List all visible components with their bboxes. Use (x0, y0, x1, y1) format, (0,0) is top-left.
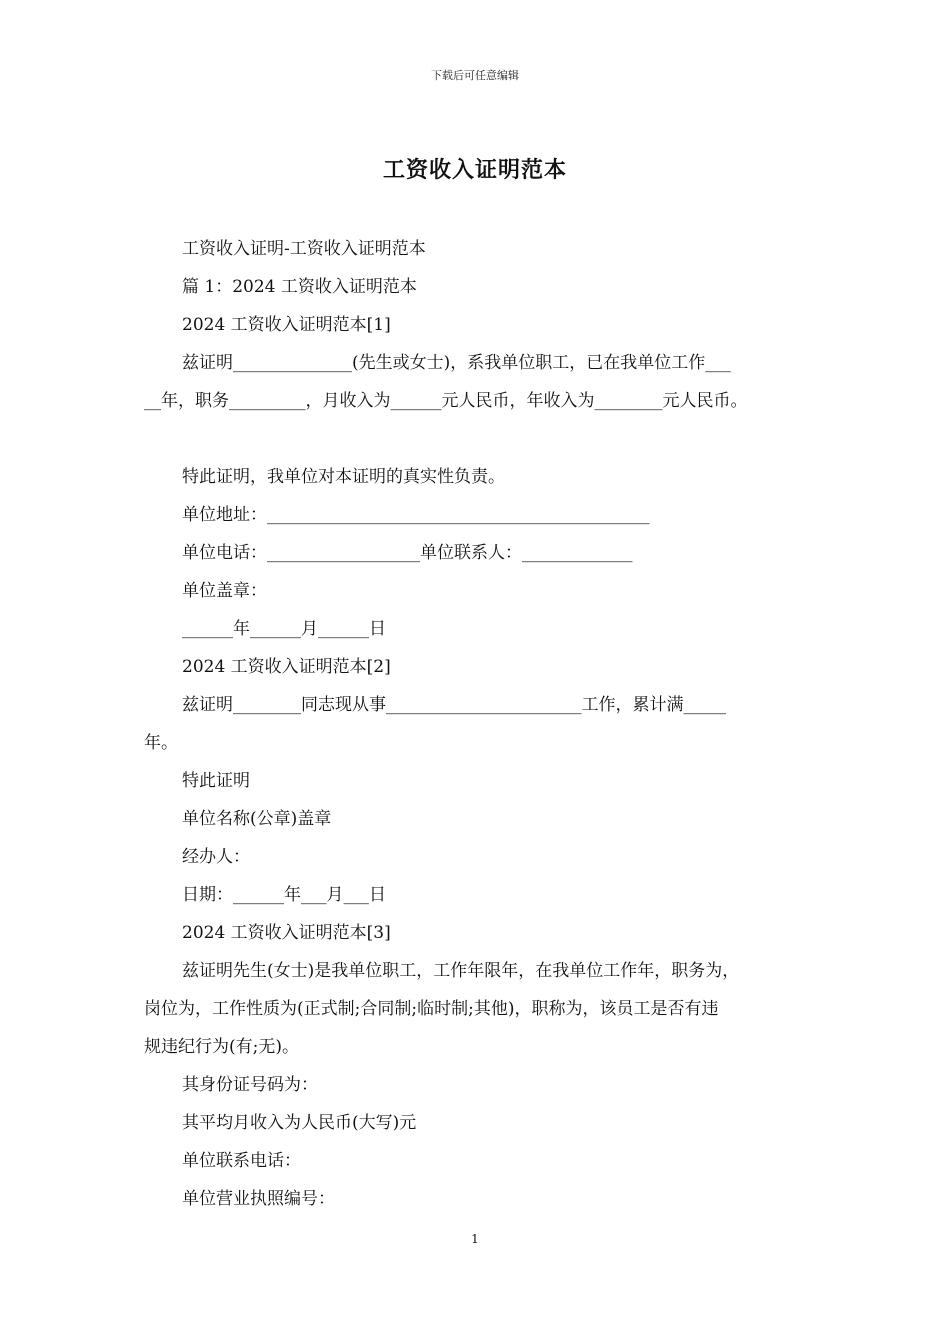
seal-field: 单位盖章： (182, 581, 267, 601)
paragraph: 特此证明 (182, 771, 250, 791)
paragraph: 岗位为，工作性质为(正式制;合同制;临时制;其他)，职称为，该员工是否有违 (144, 999, 719, 1019)
paragraph: 规违纪行为(有;无)。 (144, 1037, 299, 1057)
paragraph: 单位营业执照编号： (182, 1189, 335, 1209)
paragraph: 工资收入证明-工资收入证明范本 (182, 239, 426, 259)
paragraph: 其身份证号码为： (182, 1075, 318, 1095)
document-body (144, 230, 824, 1218)
paragraph: 单位名称(公章)盖章 (182, 809, 332, 829)
paragraph: 其平均月收入为人民币(大写)元 (182, 1113, 417, 1133)
paragraph: 篇 1：2024 工资收入证明范本 (182, 277, 417, 297)
address-field: 单位地址：_____________________________________________ (182, 505, 650, 525)
paragraph: 特此证明，我单位对本证明的真实性负责。 (182, 467, 505, 487)
blank-line (144, 420, 824, 458)
paragraph: 年。 (144, 733, 178, 753)
paragraph: 兹证明______________(先生或女士)，系我单位职工，已在我单位工作___ (182, 353, 731, 373)
phone-field: 单位电话：__________________单位联系人：_____________ (182, 543, 633, 563)
date-field: 日期：______年___月___日 (182, 885, 386, 905)
section-heading: 2024 工资收入证明范本[3] (182, 923, 391, 943)
section-heading: 2024 工资收入证明范本[2] (182, 657, 391, 677)
paragraph: __年，职务_________，月收入为______元人民币，年收入为________元人民币。 (144, 391, 748, 411)
page-header: 下载后可任意编辑 (431, 69, 519, 82)
section-heading: 2024 工资收入证明范本[1] (182, 315, 391, 335)
page-number: 1 (471, 1232, 479, 1246)
paragraph: 单位联系电话： (182, 1151, 301, 1171)
paragraph: 兹证明________同志现从事_______________________工作，累计满_____ (182, 695, 726, 715)
paragraph: 兹证明先生(女士)是我单位职工，工作年限年，在我单位工作年，职务为， (182, 961, 740, 981)
date-field: ______年______月______日 (182, 619, 386, 639)
document-title: 工资收入证明范本 (382, 157, 567, 183)
paragraph: 经办人： (182, 847, 250, 867)
